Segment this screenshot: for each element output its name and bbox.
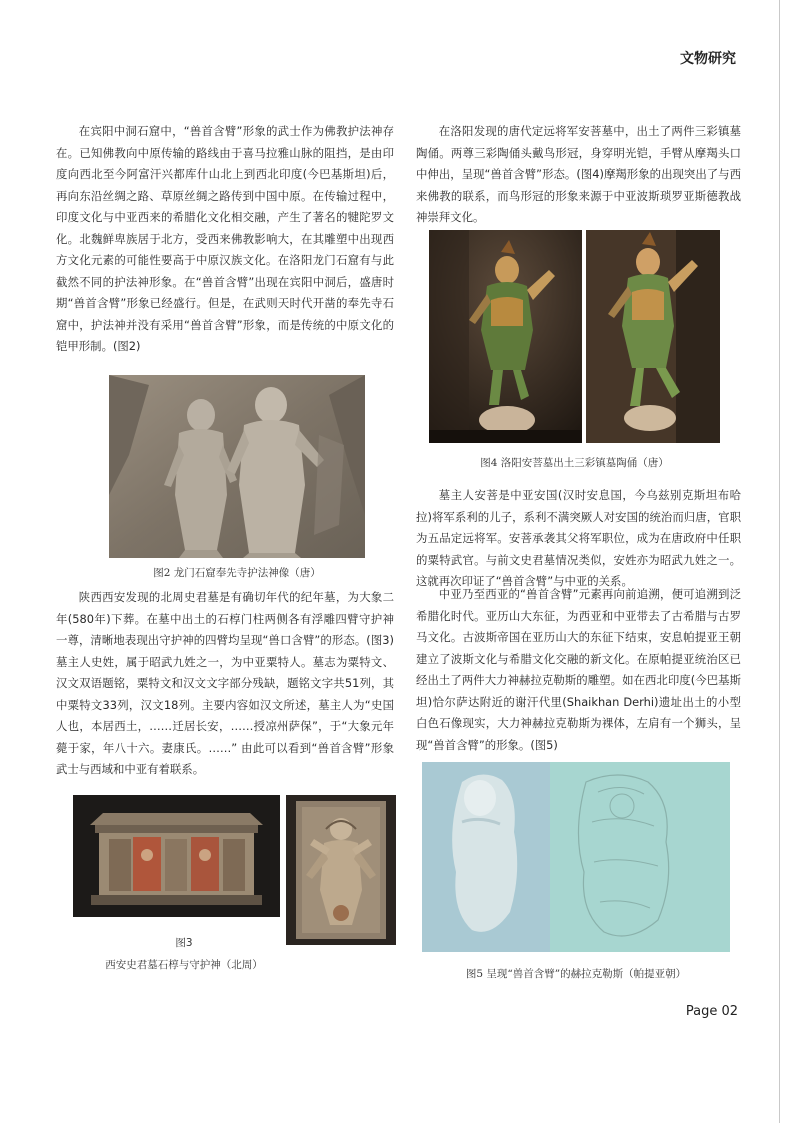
right-column-paragraph-1	[416, 121, 741, 229]
page-number: Page 02	[685, 1004, 738, 1019]
figure-5-heracles-sculpture-photo	[422, 762, 730, 952]
right-column-paragraph-3	[416, 584, 741, 756]
paragraph: 墓主人安菩是中亚安国(汉时安息国，今乌兹别克斯坦布哈拉)将军系利的儿子，系利不满突厥人对安国的统治而归唐，官职为五品定远将军。安菩承袭其父将军职位，成为在唐政府中任职的粟特武官。与前文史君墓情况类似，安姓亦为昭武九姓之一。这就再次印证了“兽首含臂”与中亚的关系。	[416, 488, 741, 588]
right-column-paragraph-2	[416, 485, 741, 593]
figure-5-caption: 图5 呈现“兽首含臂”的赫拉克勒斯（帕提亚朝）	[465, 968, 687, 980]
section-title: 文物研究	[680, 51, 736, 67]
page-edge-rule	[779, 0, 780, 1123]
paragraph: 在洛阳发现的唐代定远将军安菩墓中，出土了两件三彩镇墓陶俑。两尊三彩陶俑头戴鸟形冠，身穿明光铠，手臂从摩羯头口中伸出，呈现“兽首含臂”形态。(图4)摩羯形象的出现突出了与西来佛教的联系，而鸟形冠的形象来源于中亚波斯琐罗亚斯德教战神崇拜文化。	[416, 124, 741, 224]
figure-3-sarcophagus-photo	[73, 795, 280, 917]
left-column-paragraph-2	[56, 587, 394, 781]
figure-3-guardian-relief-photo	[286, 795, 396, 945]
figure-4-caption: 图4 洛阳安菩墓出土三彩镇墓陶俑（唐）	[480, 457, 669, 469]
left-column-paragraph-1	[56, 121, 394, 358]
figure-3-label: 图3	[175, 937, 193, 949]
figure-4-tomb-figurine-photo-right	[586, 230, 720, 443]
figure-2-caption: 图2 龙门石窟奉先寺护法神像（唐）	[153, 567, 321, 579]
figure-3-caption: 西安史君墓石椁与守护神（北周）	[105, 959, 263, 971]
figure-4-tomb-figurine-photo-left	[429, 230, 582, 443]
paragraph: 在宾阳中洞石窟中，“兽首含臂”形象的武士作为佛教护法神存在。已知佛教向中原传输的路线由于喜马拉雅山脉的阻挡，是由印度向西北至今阿富汗兴都库什山北上到西北印度(今巴基斯坦)后，再向东沿丝绸之路、草原丝绸之路传到中国中原。在传输过程中，印度文化与中亚西来的希腊化文化相交融，产生了著名的犍陀罗文化。北魏鲜卑族居于北方，受西来佛教影响大，在其雕塑中出现西方文化元素的可能性要高于中原汉族文化。在洛阳龙门石窟有与此截然不同的护法神形象。在“兽首含臂”出现在宾阳中洞后，盛唐时期“兽首含臂”形象已经盛行。但是，在武则天时代开凿的奉先寺石窟中，护法神并没有采用“兽首含臂”形象，而是传统的中原文化的铠甲形制。(图2)	[56, 124, 394, 353]
paragraph: 陕西西安发现的北周史君墓是有确切年代的纪年墓，为大象二年(580年)下葬。在墓中出土的石椁门柱两侧各有浮雕四臂守护神一尊，清晰地表现出守护神的四臂均呈现“兽口含臂”的形态。(图3)墓主人史姓，属于昭武九姓之一，为中亚粟特人。墓志为粟特文、汉文双语题铭，粟特文和汉文文字部分残缺，题铭文字共51列，其中粟特文33列，汉文18列。主要内容如汉文所述，墓主人为“史国人也，本居西土，……迁居长安，……授凉州萨保”，于“大象元年薨于家，年八十六。妻康氏。……” 由此可以看到“兽首含臂”形象武士与西域和中亚有着联系。	[56, 590, 394, 776]
figure-2-longmen-guardians-photo	[109, 375, 365, 558]
paragraph: 中亚乃至西亚的“兽首含臂”元素再向前追溯，便可追溯到泛希腊化时代。亚历山大东征，为西亚和中亚带去了古希腊与古罗马文化。古波斯帝国在亚历山大的东征下结束，安息帕提亚王朝建立了波斯文化与希腊文化交融的新文化。在原帕提亚统治区已经出土了两件大力神赫拉克勒斯的雕塑。如在西北印度(今巴基斯坦)恰尔萨达附近的谢汗代里(Shaikhan Derhi)遗址出土的小型白色石像现实，大力神赫拉克勒斯为裸体，左肩有一个狮头，呈现“兽首含臂”的形象。(图5)	[416, 587, 741, 752]
